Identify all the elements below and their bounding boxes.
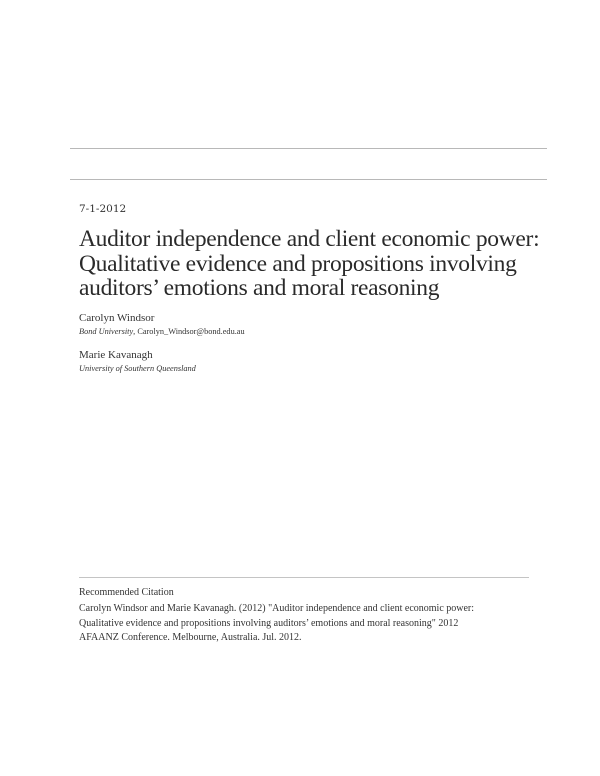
author-affiliation: Bond University, Carolyn_Windsor@bond.edu.au — [79, 327, 245, 336]
citation-rule — [79, 577, 529, 578]
citation-line: Carolyn Windsor and Marie Kavanagh. (2012) "Auditor independence and client economic power: — [79, 603, 475, 614]
author-name[interactable]: Carolyn Windsor — [79, 312, 155, 324]
author-email[interactable]: Carolyn_Windsor@bond.edu.au — [137, 327, 245, 336]
citation-line: AFAANZ Conference. Melbourne, Australia. Jul. 2012. — [79, 632, 302, 643]
citation-line: Qualitative evidence and propositions involving auditors’ emotions and moral reasoning" 2012 — [79, 617, 459, 629]
affiliation-name: University of Southern Queensland — [79, 364, 196, 373]
title-line: Qualitative evidence and propositions involving — [79, 250, 517, 277]
citation-text — [79, 602, 539, 646]
header-rule-top — [70, 148, 547, 149]
author-affiliation — [79, 364, 196, 373]
title-line: auditors’ emotions and moral reasoning — [79, 275, 440, 301]
affiliation-name: Bond University — [79, 327, 134, 336]
author-name[interactable]: Marie Kavanagh — [79, 349, 153, 361]
paper-title — [79, 227, 549, 301]
title-line: Auditor independence and client economic power: — [79, 226, 540, 252]
publication-date: 7-1-2012 — [79, 203, 127, 215]
citation-heading: Recommended Citation — [79, 587, 174, 598]
header-rule-bottom — [70, 179, 547, 180]
